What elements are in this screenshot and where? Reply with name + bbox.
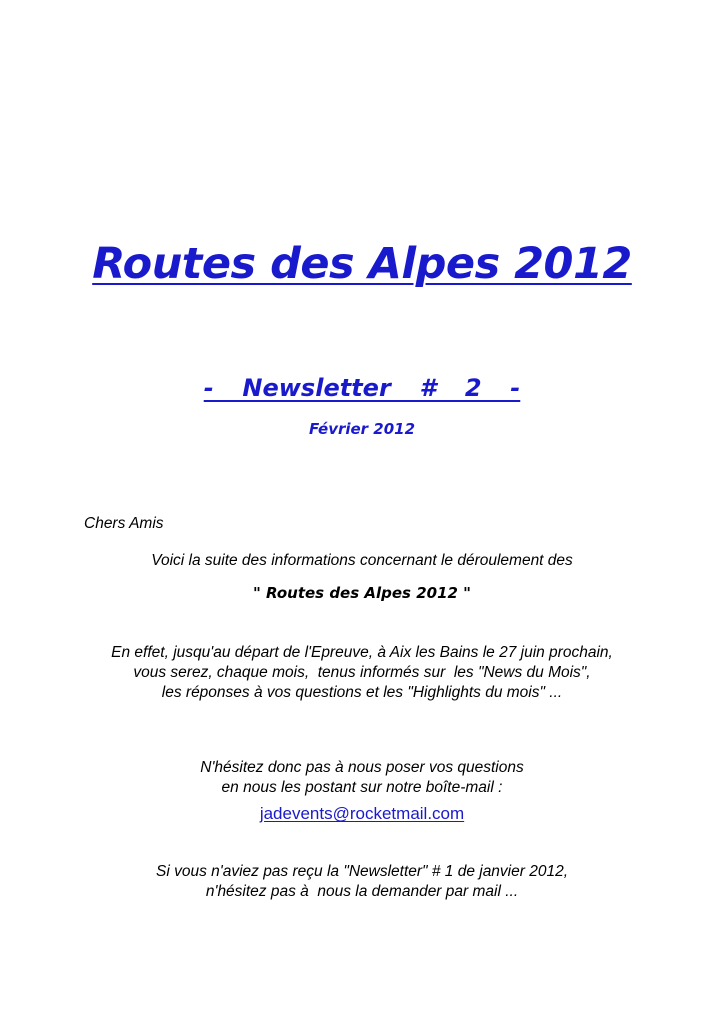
missed-newsletter-paragraph	[0, 862, 724, 902]
intro-text: Voici la suite des informations concernant le déroulement des	[151, 552, 573, 569]
email-line	[0, 802, 724, 826]
missed-line: Si vous n'aviez pas reçu la "Newsletter" # 1 de janvier 2012,	[155, 863, 568, 880]
greeting: Chers Amis	[84, 515, 164, 532]
info-paragraph-line: vous serez, chaque mois, tenus informés sur les "News du Mois",	[133, 664, 591, 681]
newsletter-heading: - Newsletter # 2 -	[203, 374, 521, 402]
questions-line: en nous les postant sur notre boîte-mail :	[221, 779, 503, 796]
email-link[interactable]: jadevents@rocketmail.com	[259, 804, 465, 823]
newsletter-date: Février 2012	[308, 420, 416, 438]
questions-line: N'hésitez donc pas à nous poser vos questions	[200, 759, 524, 776]
info-paragraph-line: les réponses à vos questions et les "Highlights du mois" ...	[161, 684, 563, 701]
document-title: Routes des Alpes 2012	[92, 239, 632, 289]
missed-line: n'hésitez pas à nous la demander par mail ...	[205, 883, 519, 900]
questions-paragraph	[0, 758, 724, 798]
event-name: " Routes des Alpes 2012 "	[253, 584, 471, 602]
info-paragraph-line: En effet, jusqu'au départ de l'Epreuve, à Aix les Bains le 27 juin prochain,	[111, 644, 613, 661]
info-paragraph	[0, 643, 724, 703]
